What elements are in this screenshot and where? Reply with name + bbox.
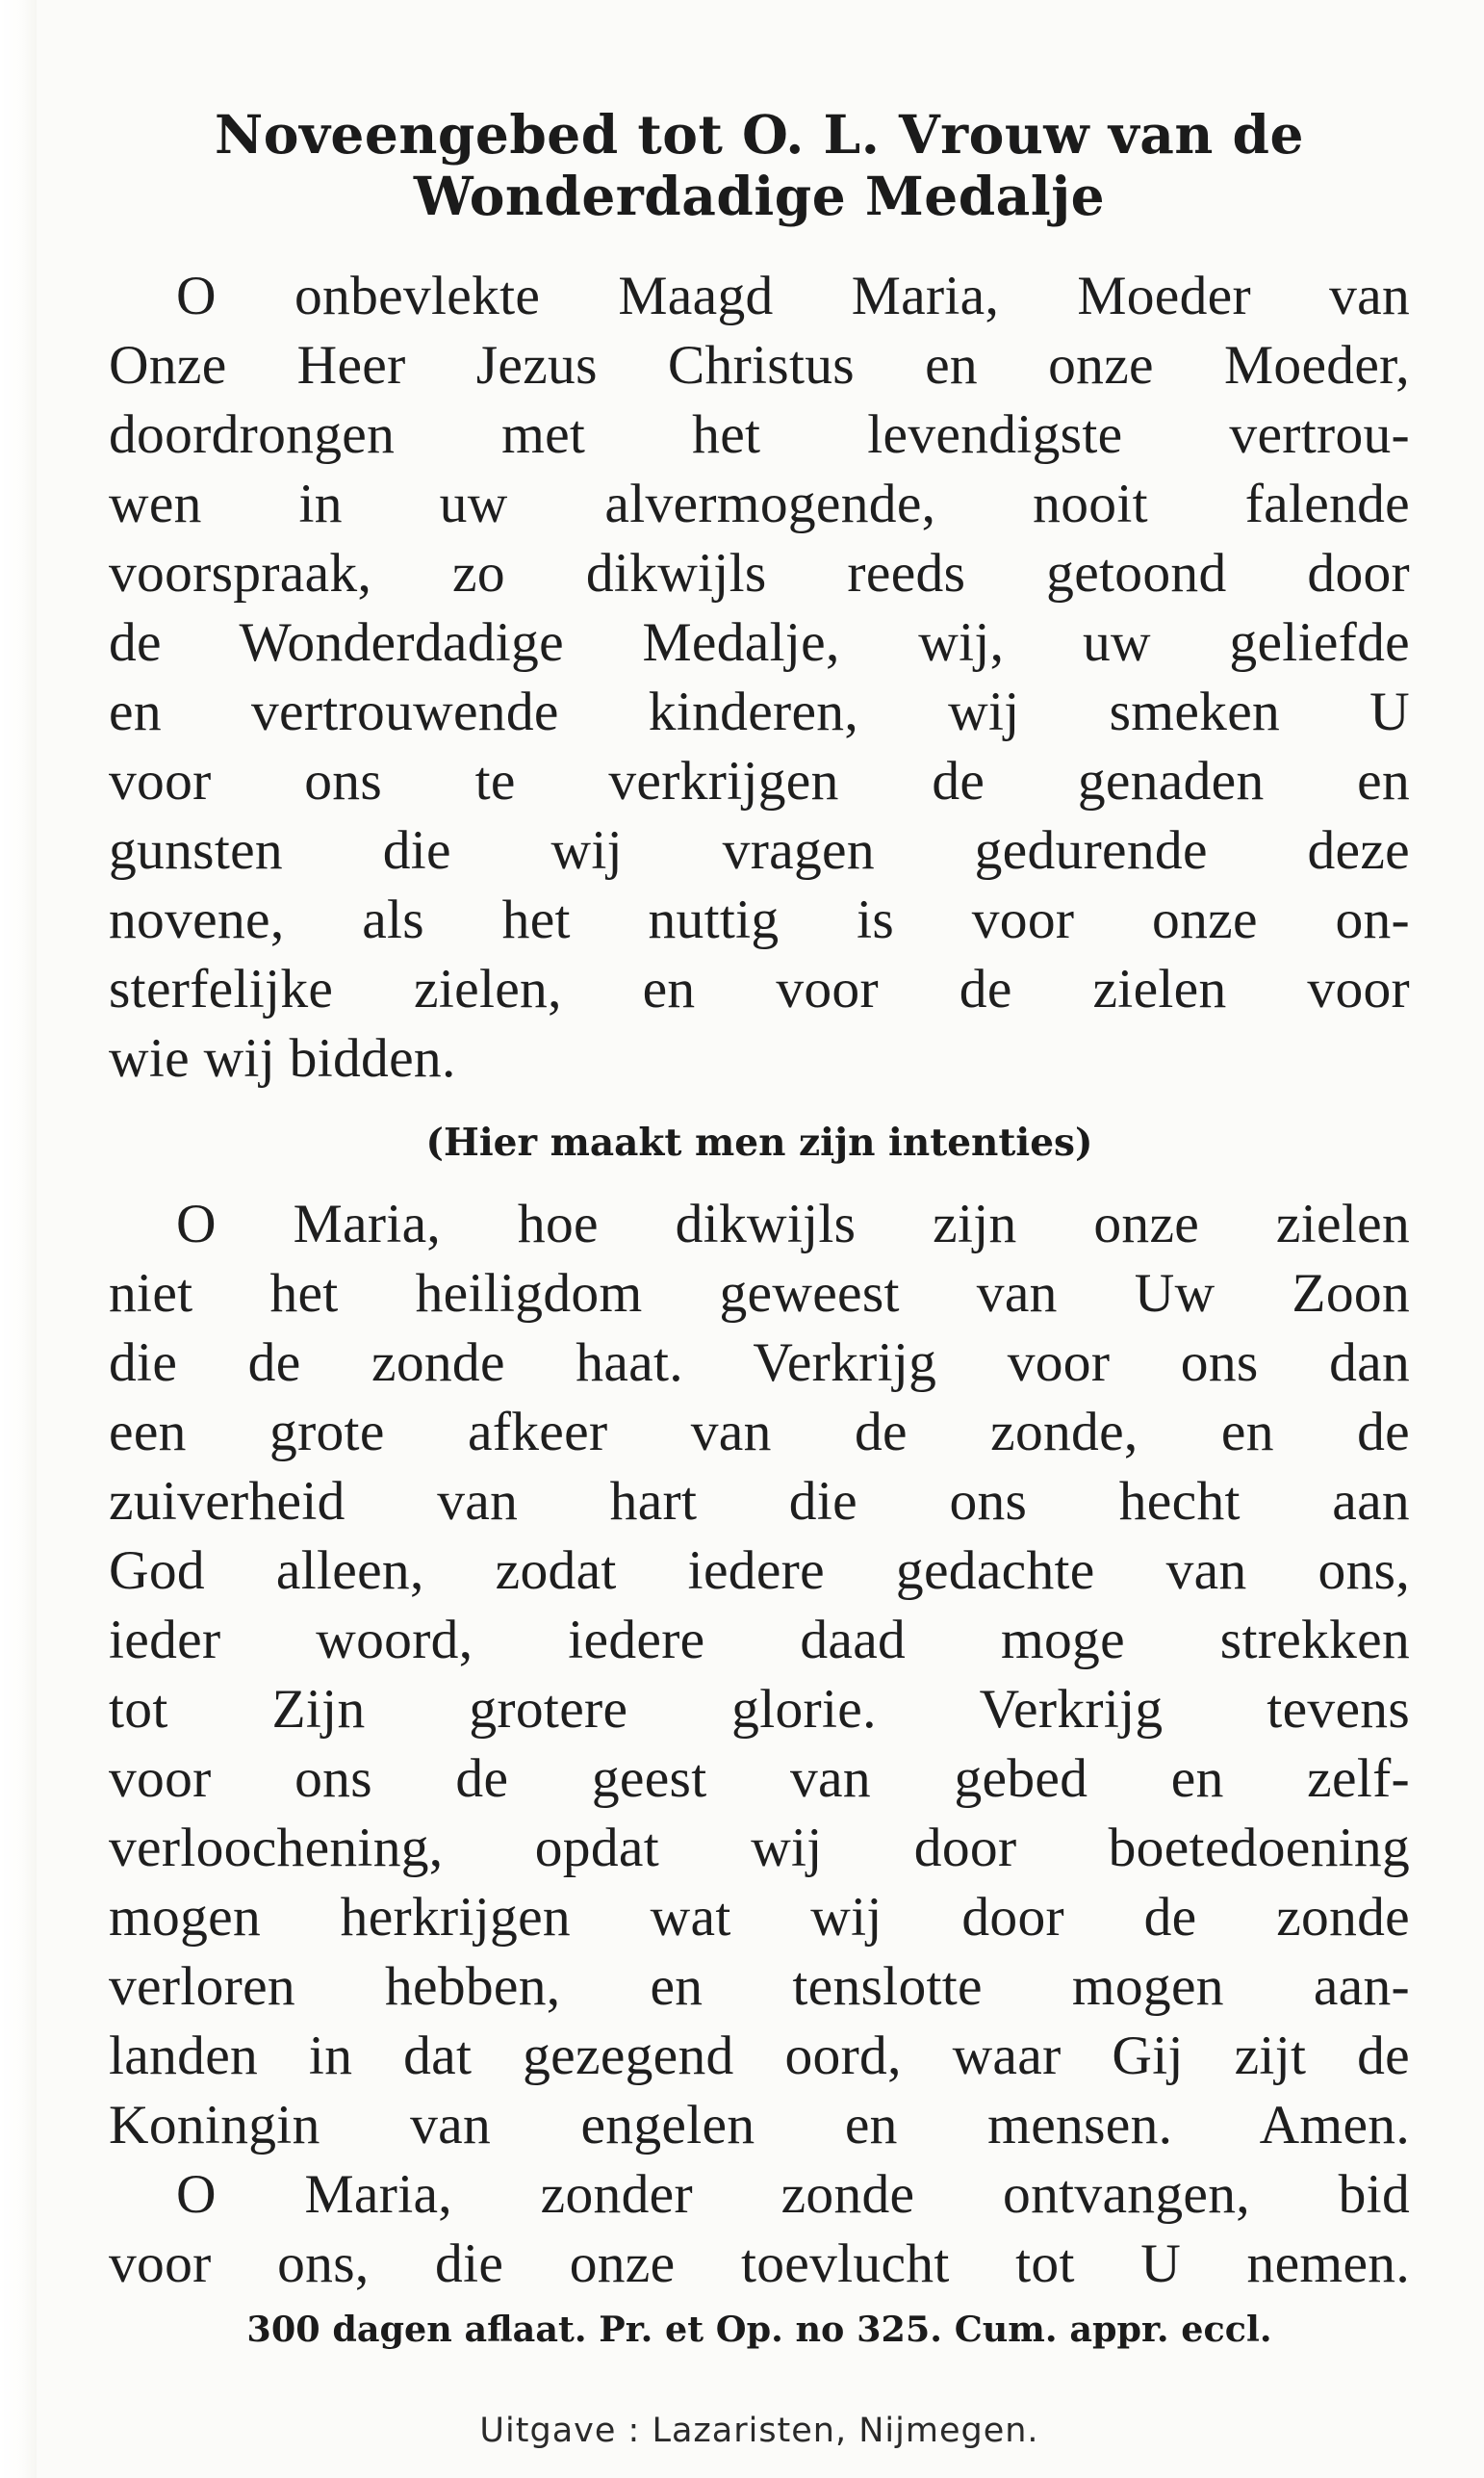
prayer-content	[109, 104, 1410, 2451]
text-line: voor ons te verkrijgen de genaden en	[109, 751, 1410, 812]
text-line: sterfelijke zielen, en voor de zielen voor	[109, 959, 1410, 1020]
card-edge	[0, 0, 37, 2478]
text-line: landen in dat gezegend oord, waar Gij zijt de	[109, 2026, 1410, 2086]
text-line: voor ons, die onze toevlucht tot U nemen.	[109, 2233, 1410, 2294]
text-line: tot Zijn grotere glorie. Verkrijg tevens	[109, 1679, 1410, 1740]
prayer-paragraph-2	[109, 1190, 1410, 2160]
text-line: verloren hebben, en tenslotte mogen aan-	[109, 1956, 1410, 2017]
text-line: wie wij bidden.	[109, 1028, 456, 1089]
text-line: niet het heiligdom geweest van Uw Zoon	[109, 1263, 1410, 1324]
text-line: voorspraak, zo dikwijls reeds getoond door	[109, 543, 1410, 604]
text-line: ieder woord, iedere daad moge strekken	[109, 1610, 1410, 1670]
text-line: die de zonde haat. Verkrijg voor ons dan	[109, 1332, 1410, 1393]
text-line: Onze Heer Jezus Christus en onze Moeder,	[109, 335, 1410, 396]
text-line: Koningin van engelen en mensen. Amen.	[109, 2095, 1410, 2155]
text-line: verloochening, opdat wij door boetedoening	[109, 1818, 1410, 1878]
title-line-1: Noveengebed tot O. L. Vrouw van de	[215, 103, 1304, 166]
text-line: mogen herkrijgen wat wij door de zonde	[109, 1887, 1410, 1948]
prayer-paragraph-3	[109, 2160, 1410, 2299]
text-line: doordrongen met het levendigste vertrou-	[109, 404, 1410, 465]
text-line: O onbevlekte Maagd Maria, Moeder van	[176, 266, 1410, 326]
indulgence-note: 300 dagen aflaat. Pr. et Op. no 325. Cum. appr. eccl.	[246, 2309, 1272, 2350]
text-line: voor ons de geest van gebed en zelf-	[109, 1748, 1410, 1809]
prayer-paragraph-1	[109, 262, 1410, 1094]
text-line: gunsten die wij vragen gedurende deze	[109, 820, 1410, 881]
text-line: O Maria, zonder zonde ontvangen, bid	[176, 2164, 1410, 2225]
text-line: de Wonderdadige Medalje, wij, uw geliefde	[109, 612, 1410, 673]
text-line: en vertrouwende kinderen, wij smeken U	[109, 682, 1410, 742]
text-line: novene, als het nuttig is voor onze on-	[109, 890, 1410, 950]
title-line-2: Wonderdadige Medalje	[413, 165, 1106, 227]
intentions-note: (Hier maakt men zijn intenties)	[425, 1121, 1093, 1165]
text-line: een grote afkeer van de zonde, en de	[109, 1402, 1410, 1462]
text-line: God alleen, zodat iedere gedachte van ons,	[109, 1540, 1410, 1601]
publisher-line: Uitgave : Lazaristen, Nijmegen.	[479, 2412, 1039, 2450]
text-line: wen in uw alvermogende, nooit falende	[109, 474, 1410, 534]
prayer-title	[109, 104, 1410, 227]
text-line: O Maria, hoe dikwijls zijn onze zielen	[176, 1194, 1410, 1254]
text-line: zuiverheid van hart die ons hecht aan	[109, 1471, 1410, 1532]
